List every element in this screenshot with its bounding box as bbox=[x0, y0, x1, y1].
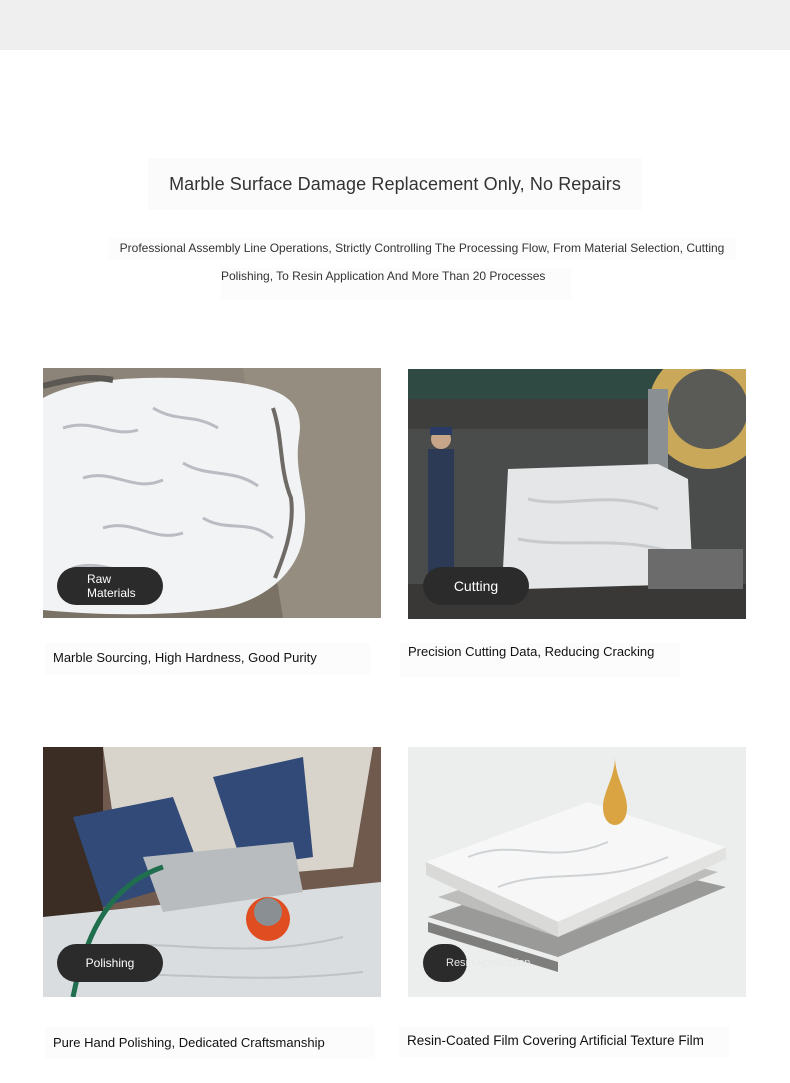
top-bar bbox=[0, 0, 790, 50]
caption-polishing: Pure Hand Polishing, Dedicated Craftsmanship bbox=[45, 1027, 375, 1059]
caption-raw-materials: Marble Sourcing, High Hardness, Good Purity bbox=[45, 643, 370, 675]
section-heading: Marble Surface Damage Replacement Only, No Repairs bbox=[148, 158, 642, 210]
caption-cutting: Precision Cutting Data, Reducing Cracking bbox=[400, 643, 680, 677]
section-description-line-2: Polishing, To Resin Application And More Than 20 Processes bbox=[221, 268, 571, 300]
section-description-line-1: Professional Assembly Line Operations, Strictly Controlling The Processing Flow, From Material Selection, Cutting bbox=[108, 238, 736, 260]
tag-resin-application: Resin Application bbox=[423, 944, 467, 982]
tag-raw-materials: Raw Materials bbox=[57, 567, 163, 605]
tag-polishing: Polishing bbox=[57, 944, 163, 982]
tag-cutting: Cutting bbox=[423, 567, 529, 605]
caption-resin-application: Resin-Coated Film Covering Artificial Texture Film bbox=[399, 1027, 729, 1057]
